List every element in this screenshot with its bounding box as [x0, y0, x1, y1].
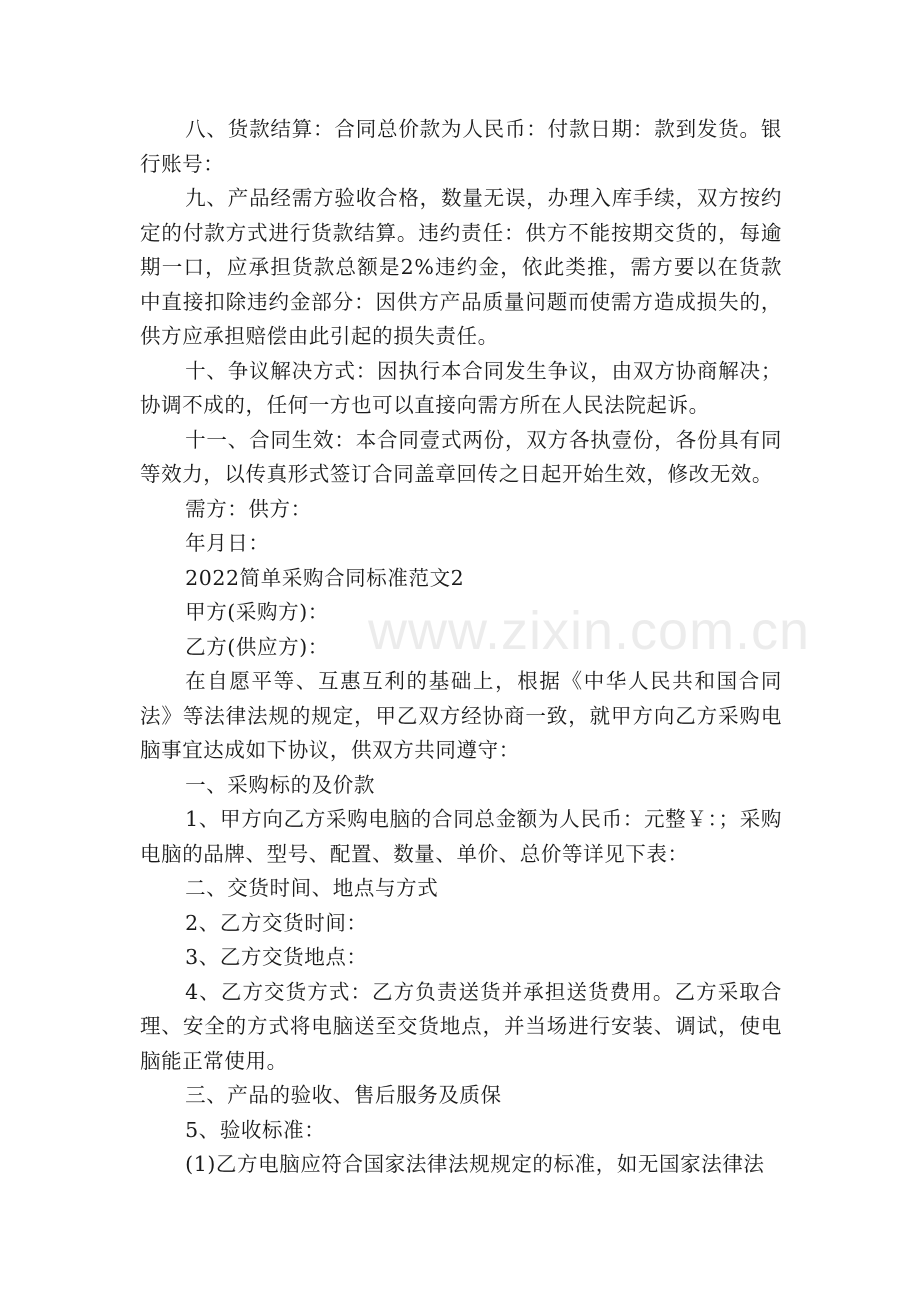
clause-9-liability: 九、产品经需方验收合格，数量无误，办理入库手续，双方按约定的付款方式进行货款结算。违约责任：供方不能按期交货的，每逾期一口，应承担货款总额是2%违约金，依此类推，需方要以在货款中直接扣除违约金部分：因供方产品质量问题而使需方造成损失的，供方应承担赔偿由此引起的损失责任。 — [140, 186, 782, 348]
item-4-delivery-method: 4、乙方交货方式：乙方负责送货并承担送货费用。乙方采取合理、安全的方式将电脑送至交货地点，并当场进行安装、调试，使电脑能正常使用。 — [140, 979, 782, 1073]
item-3-delivery-place: 3、乙方交货地点： — [185, 945, 368, 969]
section-1-heading: 一、采购标的及价款 — [185, 772, 375, 797]
signature-date: 年月日： — [185, 531, 270, 555]
preamble: 在自愿平等、互惠互利的基础上，根据《中华人民共和国合同法》等法律法规的规定，甲乙双方经协商一致，就甲方向乙方采购电脑事宜达成如下协议，供双方共同遵守： — [140, 669, 782, 762]
contract-2-title: 2022简单采购合同标准范文2 — [185, 565, 465, 590]
item-1-amount: 1、甲方向乙方采购电脑的合同总金额为人民币：元整￥：；采购电脑的品牌、型号、配置、数量、单价、总价等详见下表： — [140, 807, 782, 866]
party-a: 甲方(采购方)： — [185, 600, 329, 624]
watermark-text: www.zixin.com.cn — [368, 601, 811, 661]
clause-8-payment: 八、货款结算：合同总价款为人民币：付款日期：款到发货。银行账号： — [140, 117, 782, 176]
section-2-heading: 二、交货时间、地点与方式 — [185, 876, 439, 900]
clause-10-dispute: 十、争议解决方式：因执行本合同发生争议，由双方协商解决；协调不成的，任何一方也可以直接向需方所在人民法院起诉。 — [140, 358, 782, 417]
section-3-heading: 三、产品的验收、售后服务及质保 — [185, 1083, 502, 1107]
clause-11-effect: 十一、合同生效：本合同壹式两份，双方各执壹份，各份具有同等效力，以传真形式签订合同盖章回传之日起开始生效，修改无效。 — [140, 427, 782, 486]
party-b: 乙方(供应方)： — [185, 634, 329, 659]
item-2-delivery-time: 2、乙方交货时间： — [185, 910, 368, 935]
document-body — [140, 112, 782, 1182]
item-5-1-standard: (1)乙方电脑应符合国家法律法规规定的标准，如无国家法律法 — [185, 1152, 765, 1176]
signature-parties: 需方：供方： — [185, 496, 312, 521]
item-5-acceptance: 5、验收标准： — [185, 1117, 326, 1142]
